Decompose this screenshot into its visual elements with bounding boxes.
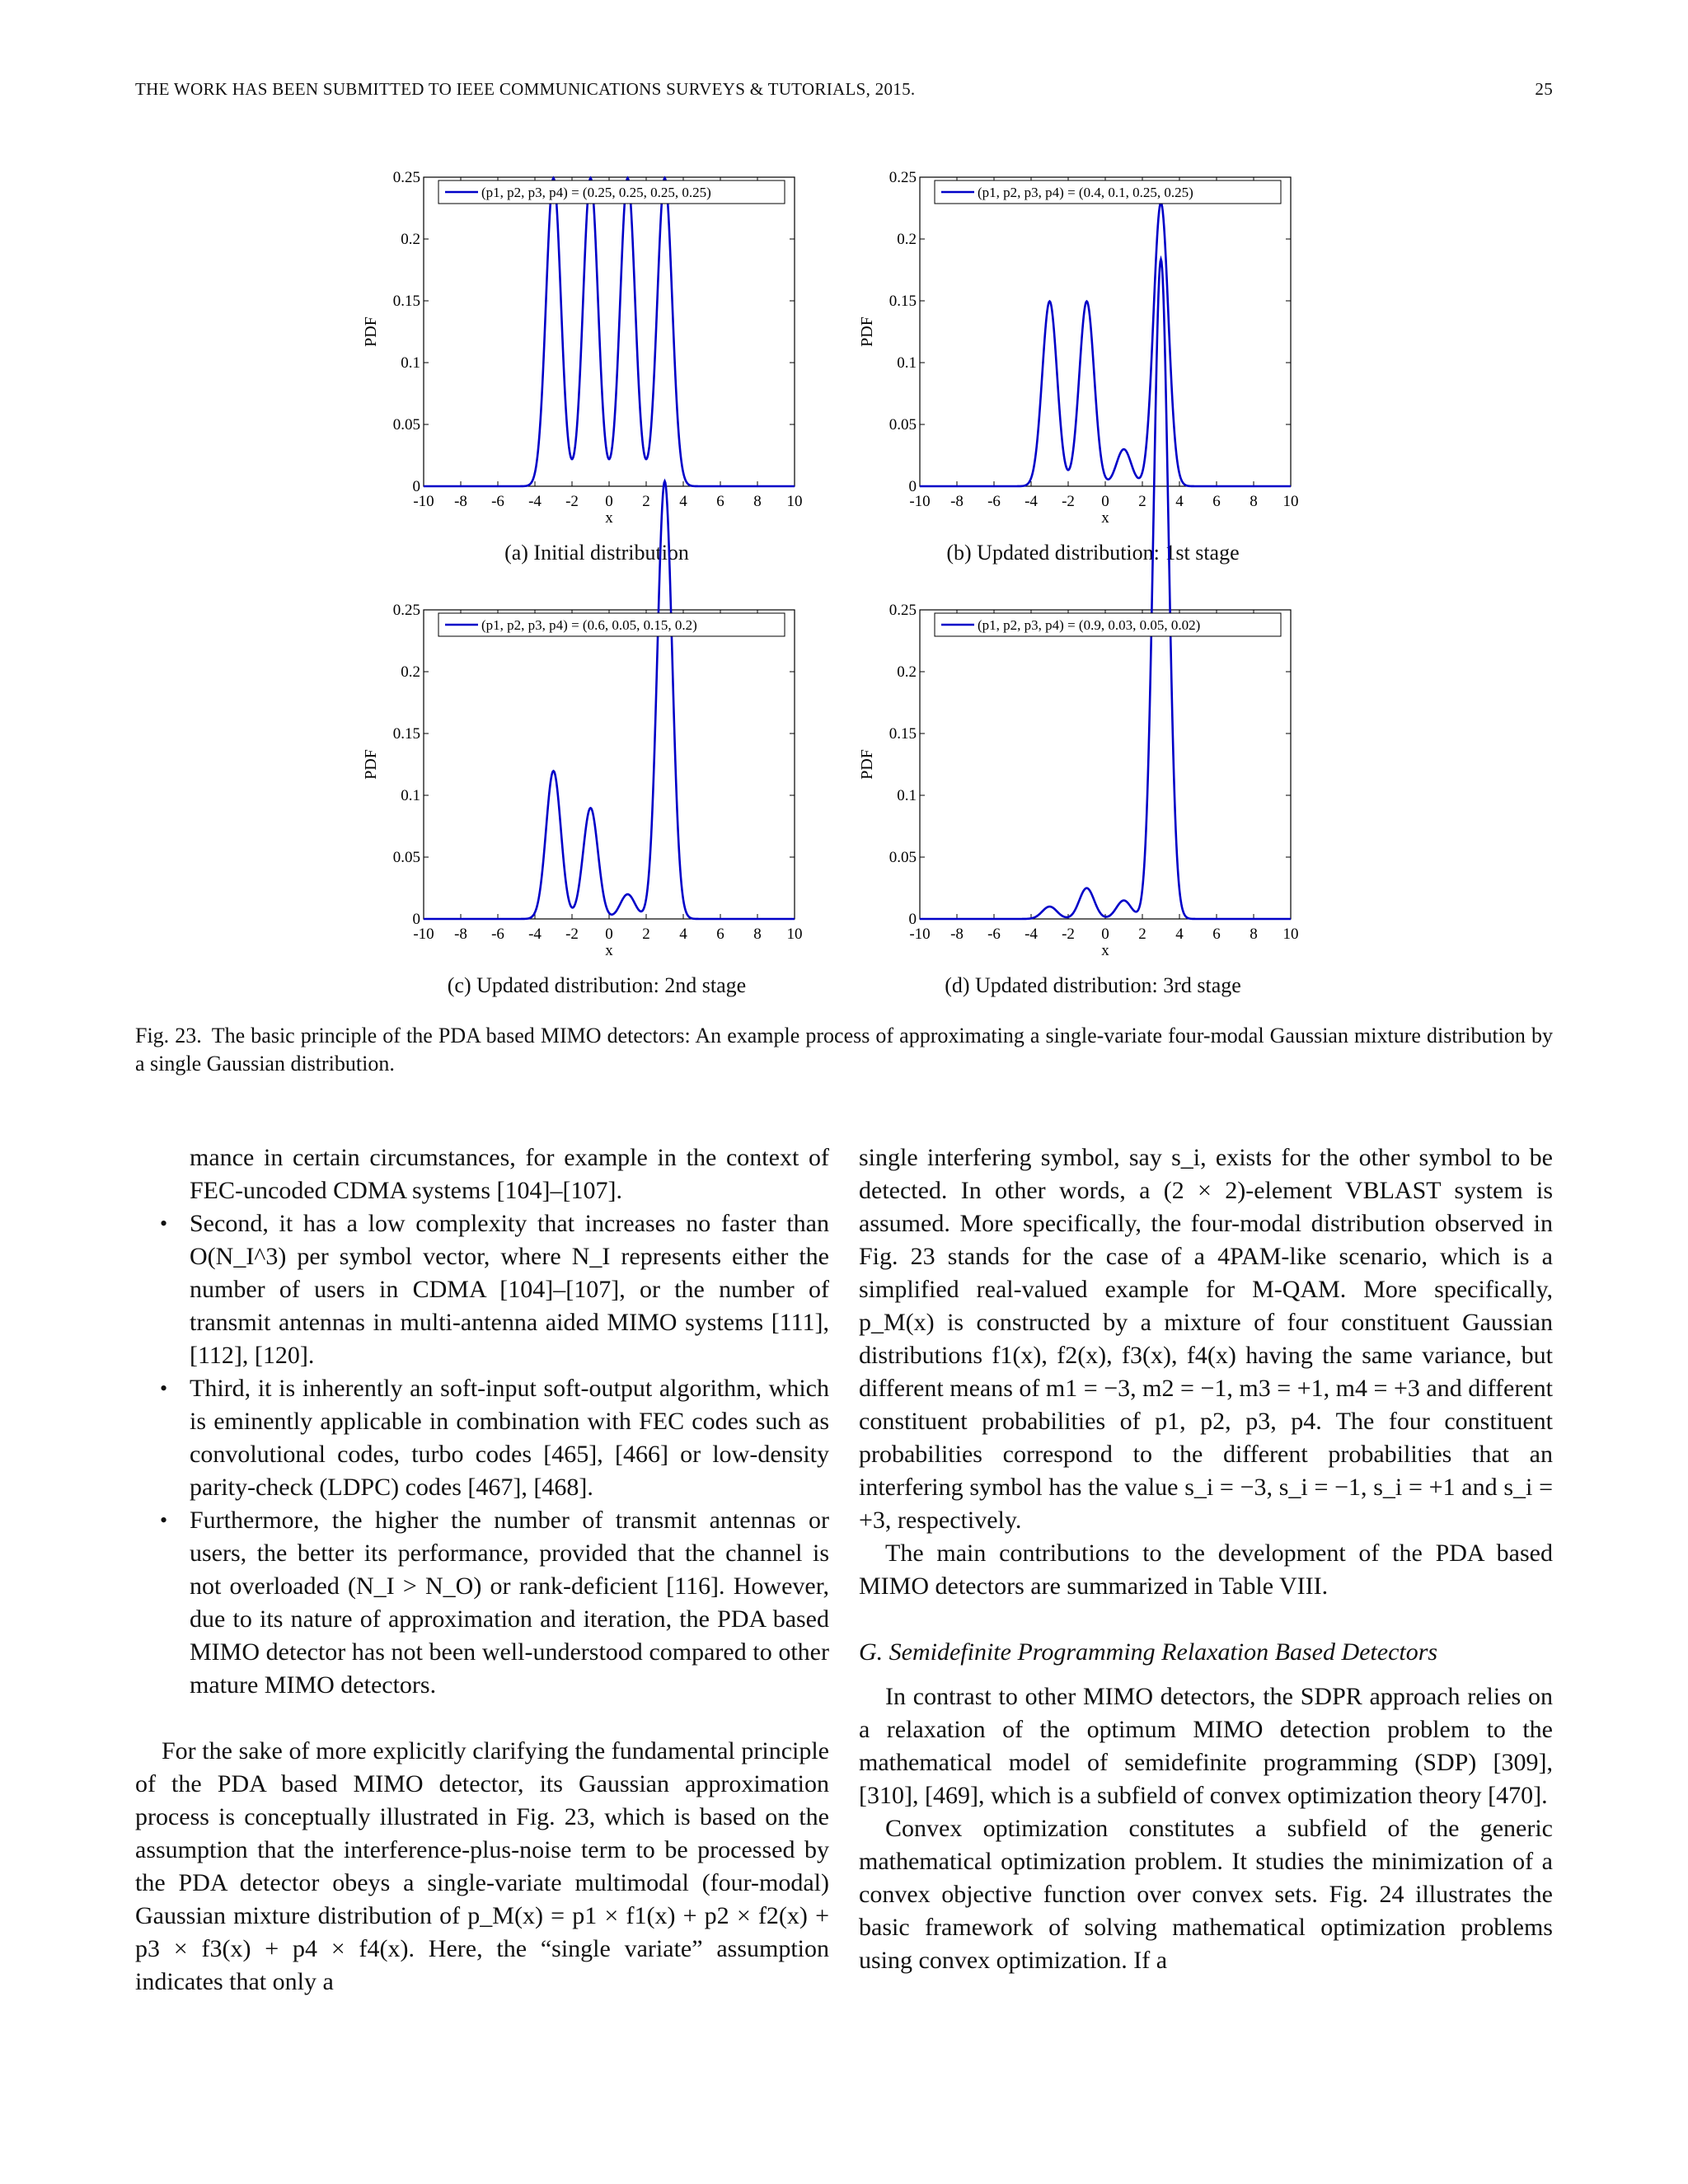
x-tick-label: 10 <box>1282 493 1299 510</box>
subcaption-a: (a) Initial distribution <box>504 541 689 565</box>
x-axis-label: x <box>605 509 613 527</box>
legend-label: (p1, p2, p3, p4) = (0.4, 0.1, 0.25, 0.25) <box>978 185 1193 200</box>
x-tick-label: 0 <box>605 926 613 943</box>
x-tick-label: 6 <box>716 926 724 943</box>
y-tick-label: 0 <box>412 911 420 928</box>
x-axis-label: x <box>1101 509 1109 527</box>
x-tick-label: -2 <box>565 493 579 510</box>
running-title: THE WORK HAS BEEN SUBMITTED TO IEEE COMMUNICATIONS SURVEYS & TUTORIALS, 2015. <box>135 79 916 99</box>
x-tick-label: 2 <box>642 926 650 943</box>
x-tick-label: -2 <box>1062 493 1075 510</box>
x-tick-label: 8 <box>1250 493 1258 510</box>
x-tick-label: -4 <box>1025 493 1038 510</box>
y-axis-label: PDF <box>362 316 380 347</box>
x-tick-label: -6 <box>491 926 504 943</box>
y-tick-label: 0 <box>412 478 420 495</box>
chart-d-svg <box>846 598 1307 968</box>
y-tick-label: 0.25 <box>392 602 420 619</box>
y-tick-label: 0.1 <box>401 354 420 372</box>
body-paragraph: single interfering symbol, say s_i, exists for the other symbol to be detected. In other words, a (2 × 2)-element VBLAST system is assumed. More specifically, the four-modal distribution observed in Fig. 23 stands for the case of a 4PAM-like scenario, which is a simplified real-valued example for M-QAM. More specifically, p_M(x) is constructed by a mixture of four constituent Gaussian distributions f1(x), f2(x), f3(x), f4(x) having the same variance, but different means of m1 = −3, m2 = −1, m3 = +1, m4 = +3 and different constituent probabilities of p1, p2, p3, p4. The four constituent probabilities correspond to the different probabilities that an interfering symbol has the value s_i = −3, s_i = −1, s_i = +1 and s_i = +3, respectively. <box>859 1144 1553 1534</box>
x-tick-label: 6 <box>1212 926 1221 943</box>
right-column <box>859 1141 1553 1977</box>
y-tick-label: 0.25 <box>889 169 917 186</box>
x-tick-label: -8 <box>950 926 964 943</box>
x-tick-label: -2 <box>1062 926 1075 943</box>
y-tick-label: 0.05 <box>392 849 420 866</box>
y-tick-label: 0.15 <box>392 293 420 310</box>
x-tick-label: 4 <box>1175 926 1184 943</box>
x-tick-label: 4 <box>679 926 687 943</box>
page-number: 25 <box>1535 79 1553 99</box>
pdf-curve <box>920 203 1291 486</box>
x-tick-label: -6 <box>987 926 1001 943</box>
plot-frame <box>424 177 795 486</box>
y-tick-label: 0.25 <box>392 169 420 186</box>
y-tick-label: 0.25 <box>889 602 917 619</box>
list-item: • Third, it is inherently an soft-input soft-output algorithm, which is eminently applicable in combination with FEC codes such as convolutional codes, turbo codes [465], [466] or low-density parity-check (LDPC) codes [467], [468]. <box>135 1372 829 1504</box>
legend-label: (p1, p2, p3, p4) = (0.9, 0.03, 0.05, 0.02) <box>978 617 1201 633</box>
x-tick-label: 4 <box>1175 493 1184 510</box>
x-tick-label: 6 <box>1212 493 1221 510</box>
y-tick-label: 0.15 <box>889 293 917 310</box>
y-tick-label: 0 <box>908 911 917 928</box>
x-tick-label: 2 <box>1138 926 1146 943</box>
y-tick-label: 0.05 <box>392 416 420 434</box>
x-tick-label: 0 <box>1101 493 1109 510</box>
x-tick-label: 0 <box>1101 926 1109 943</box>
y-tick-label: 0.15 <box>889 725 917 743</box>
subcaption-d: (d) Updated distribution: 3rd stage <box>945 973 1241 997</box>
x-tick-label: -6 <box>491 493 504 510</box>
x-tick-label: -4 <box>528 926 542 943</box>
x-tick-label: 8 <box>753 926 762 943</box>
figure-caption-text: The basic principle of the PDA based MIMO detectors: An example process of approximating a single-variate four-modal Gaussian mixture distribution by a single Gaussian distribution. <box>135 1024 1553 1076</box>
subcaption-b: (b) Updated distribution: 1st stage <box>946 541 1240 565</box>
y-tick-label: 0.2 <box>897 231 917 248</box>
chart-a-svg <box>349 165 811 536</box>
x-tick-label: -4 <box>1025 926 1038 943</box>
x-tick-label: 10 <box>1282 926 1299 943</box>
x-tick-label: 10 <box>786 926 803 943</box>
x-tick-label: -6 <box>987 493 1001 510</box>
body-paragraph: In contrast to other MIMO detectors, the SDPR approach relies on a relaxation of the optimum MIMO detection problem to the mathematical model of semidefinite programming (SDP) [309], [310], [469], which is a subfield of convex optimization theory [470]. <box>859 1683 1553 1809</box>
figure-label: Fig. 23. <box>135 1024 202 1047</box>
chart-b <box>846 165 1307 536</box>
x-tick-label: 4 <box>679 493 687 510</box>
pdf-curve <box>424 178 795 486</box>
y-tick-label: 0.2 <box>401 663 420 681</box>
chart-c <box>349 598 811 968</box>
y-tick-label: 0.2 <box>401 231 420 248</box>
chart-c-svg <box>349 598 811 968</box>
body-paragraph: Convex optimization constitutes a subfield of the generic mathematical optimization problem. It studies the minimization of a convex objective function over convex sets. Fig. 24 illustrates the basic framework of solving mathematical optimization problems using convex optimization. If a <box>859 1815 1553 1974</box>
y-tick-label: 0.15 <box>392 725 420 743</box>
subcaption-c: (c) Updated distribution: 2nd stage <box>447 973 747 997</box>
body-paragraph: For the sake of more explicitly clarifying the fundamental principle of the PDA based MIMO detector, its Gaussian approximation process is conceptually illustrated in Fig. 23, which is based on the assumption that the interference-plus-noise term to be processed by the PDA detector obeys a single-variate multimodal (four-modal) Gaussian mixture distribution of p_M(x) = p1 × f1(x) + p2 × f2(x) + p3 × f3(x) + p4 × f4(x). Here, the “single variate” assumption indicates that only a <box>135 1737 829 1995</box>
left-column <box>135 1141 829 1999</box>
chart-d <box>846 598 1307 968</box>
x-tick-label: 10 <box>786 493 803 510</box>
x-tick-label: -10 <box>909 926 931 943</box>
plot-frame <box>920 177 1291 486</box>
figure-caption <box>135 1022 1553 1078</box>
plot-frame <box>920 610 1291 919</box>
y-tick-label: 0 <box>908 478 917 495</box>
chart-a <box>349 165 811 536</box>
y-tick-label: 0.05 <box>889 849 917 866</box>
running-header <box>135 79 1553 100</box>
x-tick-label: -4 <box>528 493 542 510</box>
y-tick-label: 0.05 <box>889 416 917 434</box>
x-tick-label: -10 <box>909 493 931 510</box>
x-axis-label: x <box>1101 942 1109 959</box>
legend-label: (p1, p2, p3, p4) = (0.6, 0.05, 0.15, 0.2) <box>481 617 697 633</box>
x-tick-label: 0 <box>605 493 613 510</box>
x-tick-label: -8 <box>454 926 467 943</box>
x-tick-label: 8 <box>1250 926 1258 943</box>
y-tick-label: 0.2 <box>897 663 917 681</box>
continued-bullet-text: mance in certain circumstances, for example in the context of FEC-uncoded CDMA systems [104]–[107]. <box>190 1144 829 1204</box>
x-tick-label: 2 <box>642 493 650 510</box>
list-item: • Second, it has a low complexity that increases no faster than O(N_I^3) per symbol vector, where N_I represents either the number of users in CDMA [104]–[107], or the number of transmit antennas in multi-antenna aided MIMO systems [111], [112], [120]. <box>135 1207 829 1372</box>
y-axis-label: PDF <box>858 749 876 780</box>
y-axis-label: PDF <box>362 749 380 780</box>
x-tick-label: -8 <box>454 493 467 510</box>
y-tick-label: 0.1 <box>897 354 917 372</box>
x-tick-label: 6 <box>716 493 724 510</box>
y-tick-label: 0.1 <box>897 787 917 804</box>
list-item: • Furthermore, the higher the number of transmit antennas or users, the better its performance, provided that the channel is not overloaded (N_I > N_O) or rank-deficient [116]. However, due to its nature of approximation and iteration, the PDA based MIMO detector has not been well-understood compared to other mature MIMO detectors. <box>135 1504 829 1702</box>
x-tick-label: 2 <box>1138 493 1146 510</box>
x-tick-label: -2 <box>565 926 579 943</box>
legend-label: (p1, p2, p3, p4) = (0.25, 0.25, 0.25, 0.25) <box>481 185 711 200</box>
x-axis-label: x <box>605 942 613 959</box>
y-tick-label: 0.1 <box>401 787 420 804</box>
x-tick-label: -10 <box>413 926 434 943</box>
x-tick-label: -8 <box>950 493 964 510</box>
body-paragraph: The main contributions to the development of the PDA based MIMO detectors are summarized in Table VIII. <box>859 1540 1553 1600</box>
chart-b-svg <box>846 165 1307 536</box>
x-tick-label: -10 <box>413 493 434 510</box>
y-axis-label: PDF <box>858 316 876 347</box>
advantages-list <box>135 1207 829 1702</box>
section-heading: G. Semidefinite Programming Relaxation Based Detectors <box>859 1638 1438 1666</box>
x-tick-label: 8 <box>753 493 762 510</box>
plot-frame <box>424 610 795 919</box>
